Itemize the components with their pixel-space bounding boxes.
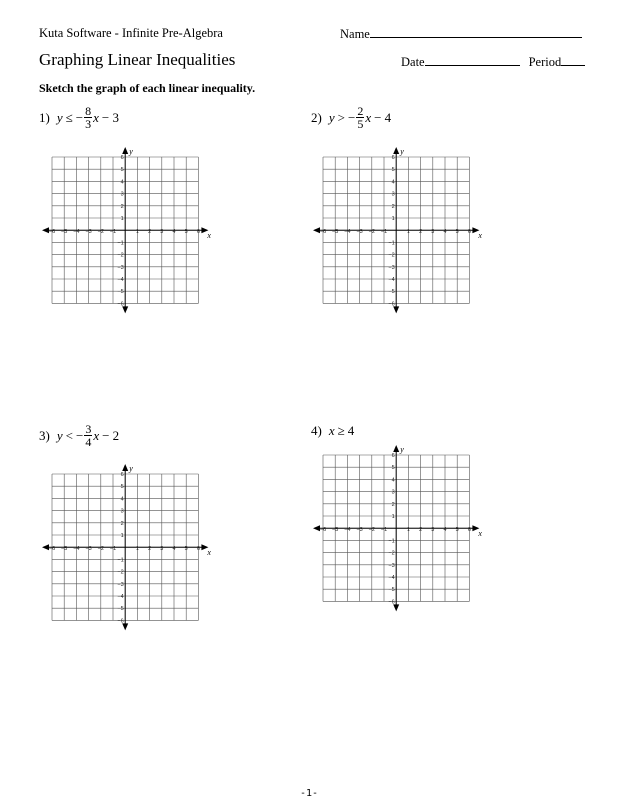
y-tick-label: −1 [388, 240, 395, 247]
sign: − [75, 427, 84, 443]
y-tick-label: 3 [391, 191, 395, 198]
y-tick-label: 1 [120, 216, 124, 222]
y-tick-label: −5 [388, 587, 395, 594]
x-axis-label: x [207, 231, 211, 241]
y-tick-label: −3 [117, 581, 124, 588]
problem-2 [311, 105, 391, 130]
x-tick-label: 6 [467, 527, 471, 534]
term: x [93, 109, 99, 125]
y-tick-label: −2 [117, 252, 124, 259]
y-tick-label: −6 [388, 599, 395, 606]
sign: − [347, 109, 356, 125]
term: x [93, 427, 100, 443]
problem-4 [311, 423, 354, 439]
x-tick-label: −2 [368, 527, 375, 534]
x-tick-label: −6 [319, 527, 327, 534]
name-line [370, 26, 582, 38]
name-label: Name [340, 27, 370, 41]
problem-3 [39, 423, 119, 448]
x-tick-label: 1 [406, 229, 410, 236]
problem-1 [39, 105, 119, 130]
x-tick-label: 5 [184, 546, 188, 553]
x-tick-label: 2 [148, 229, 152, 236]
y-tick-label: −1 [117, 240, 124, 247]
y-tick-label: −5 [388, 289, 395, 296]
y-tick-label: 4 [120, 179, 124, 186]
y-axis-label: y [129, 147, 133, 156]
x-tick-label: −6 [48, 546, 56, 553]
x-tick-label: 2 [148, 546, 152, 553]
y-tick-label: −2 [388, 550, 395, 557]
coordinate-grid-2[interactable] [311, 145, 486, 315]
coordinate-grid-4[interactable] [311, 443, 486, 613]
x-tick-label: −2 [97, 229, 104, 236]
relation: > [337, 109, 345, 125]
y-tick-label: 4 [120, 496, 124, 503]
name-field[interactable] [340, 26, 582, 42]
variable: y [56, 109, 63, 125]
problem-number: 1) [39, 109, 50, 125]
constant: − 4 [374, 109, 392, 125]
relation: < [65, 427, 73, 443]
x-axis-label: x [207, 548, 211, 558]
constant: 4 [347, 423, 355, 438]
variable: y [56, 427, 63, 443]
instructions: Sketch the graph of each linear inequality. [39, 81, 256, 95]
y-axis-arrow-down [393, 306, 399, 313]
y-tick-label: 2 [120, 520, 124, 527]
date-line [425, 54, 520, 66]
y-tick-label: −5 [117, 606, 124, 613]
y-tick-label: 2 [391, 203, 395, 210]
constant: − 3 [101, 109, 119, 125]
variable: y [328, 109, 335, 125]
x-tick-label: 2 [419, 527, 423, 534]
y-axis-arrow-down [122, 306, 128, 313]
coordinate-grid-1[interactable] [40, 145, 215, 315]
x-tick-label: −4 [73, 546, 80, 553]
variable: x [328, 423, 335, 438]
y-tick-label: 3 [391, 489, 395, 496]
y-tick-label: 3 [120, 508, 124, 515]
y-tick-label: −1 [117, 557, 124, 564]
y-tick-label: 5 [391, 167, 395, 174]
date-period-fields[interactable] [401, 54, 585, 70]
problem-number: 2) [311, 109, 322, 125]
x-tick-label: −4 [344, 527, 351, 534]
y-tick-label: 6 [120, 472, 124, 478]
term: x [365, 109, 372, 125]
x-tick-label: 2 [419, 229, 423, 236]
x-tick-label: −6 [48, 229, 56, 236]
x-tick-label: −5 [332, 229, 339, 236]
y-tick-label: 6 [391, 155, 395, 161]
x-tick-label: 3 [160, 229, 164, 236]
period-label: Period [528, 55, 562, 69]
constant: − 2 [102, 427, 120, 443]
y-tick-label: 2 [120, 203, 124, 210]
x-tick-label: 6 [196, 546, 200, 553]
x-tick-label: 3 [431, 527, 435, 534]
y-axis-arrow-down [122, 623, 128, 630]
page-number: -1- [299, 788, 319, 799]
y-tick-label: −3 [388, 562, 395, 569]
x-tick-label: 5 [455, 527, 459, 534]
y-tick-label: −3 [388, 264, 395, 271]
x-tick-label: −3 [85, 546, 92, 553]
y-tick-label: −6 [117, 618, 124, 625]
y-tick-label: 3 [120, 191, 124, 198]
y-axis-arrow-up [122, 147, 128, 154]
x-tick-label: 6 [467, 229, 471, 236]
relation: ≤ [65, 109, 73, 125]
y-axis-label: y [400, 445, 404, 454]
x-tick-label: 3 [160, 546, 164, 553]
y-axis-arrow-down [393, 604, 399, 611]
x-tick-label: 1 [135, 229, 139, 236]
y-tick-label: 1 [120, 533, 124, 539]
x-tick-label: 1 [406, 527, 410, 534]
fraction: $\frac{8}{3}$ [85, 104, 92, 131]
date-label: Date [401, 55, 425, 69]
x-tick-label: −3 [85, 229, 92, 236]
x-tick-label: 4 [443, 527, 447, 534]
x-tick-label: −4 [73, 229, 80, 236]
x-tick-label: 3 [431, 229, 435, 236]
x-tick-label: −1 [380, 229, 388, 236]
y-tick-label: −3 [117, 264, 124, 271]
y-axis-label: y [129, 464, 133, 473]
x-tick-label: −3 [356, 527, 363, 534]
coordinate-grid-3[interactable] [40, 462, 215, 632]
y-tick-label: 4 [391, 477, 395, 484]
y-axis-label: y [400, 147, 404, 156]
y-tick-label: 2 [391, 501, 395, 508]
worksheet-brand: Kuta Software - Infinite Pre-Algebra [39, 26, 223, 40]
y-tick-label: −5 [117, 289, 124, 296]
x-axis-label: x [478, 231, 482, 241]
x-tick-label: −2 [97, 546, 104, 553]
y-tick-label: 6 [120, 155, 124, 161]
period-line [561, 54, 585, 66]
y-tick-label: 4 [391, 179, 395, 186]
y-axis-arrow-up [122, 464, 128, 471]
x-axis-label: x [478, 529, 482, 539]
x-tick-label: −6 [319, 229, 327, 236]
x-tick-label: −4 [344, 229, 351, 236]
y-tick-label: 1 [391, 514, 395, 520]
problem-number: 4) [311, 423, 322, 438]
x-tick-label: 1 [135, 546, 139, 553]
relation: ≥ [337, 423, 345, 438]
x-tick-label: −1 [109, 229, 117, 236]
y-tick-label: 6 [391, 453, 395, 459]
y-tick-label: −4 [388, 575, 395, 581]
x-tick-label: −5 [61, 229, 68, 236]
x-tick-label: −2 [368, 229, 375, 236]
fraction: $\frac{2}{5}$ [357, 104, 364, 131]
y-tick-label: 5 [120, 484, 124, 491]
sign: − [75, 109, 84, 125]
y-tick-label: −1 [388, 538, 395, 545]
y-tick-label: 5 [120, 167, 124, 174]
y-tick-label: 5 [391, 465, 395, 472]
worksheet-title: Graphing Linear Inequalities [39, 50, 236, 69]
y-tick-label: −6 [388, 301, 395, 308]
y-tick-label: −2 [388, 252, 395, 259]
x-tick-label: −1 [380, 527, 388, 534]
x-tick-label: 6 [196, 229, 200, 236]
y-tick-label: −4 [117, 594, 124, 600]
y-tick-label: −4 [388, 277, 395, 283]
x-tick-label: −5 [332, 527, 339, 534]
y-axis-arrow-up [393, 445, 399, 452]
x-tick-label: −1 [109, 546, 117, 553]
y-tick-label: −4 [117, 277, 124, 283]
y-tick-label: 1 [391, 216, 395, 222]
x-tick-label: 4 [443, 229, 447, 236]
y-axis-arrow-up [393, 147, 399, 154]
problem-number: 3) [39, 427, 50, 443]
x-tick-label: −5 [61, 546, 68, 553]
y-tick-label: −2 [117, 569, 124, 576]
fraction: $\frac{3}{4}$ [85, 422, 92, 449]
x-tick-label: 5 [455, 229, 459, 236]
x-tick-label: 5 [184, 229, 188, 236]
x-tick-label: 4 [172, 229, 176, 236]
x-tick-label: −3 [356, 229, 363, 236]
x-tick-label: 4 [172, 546, 176, 553]
y-tick-label: −6 [117, 301, 124, 308]
